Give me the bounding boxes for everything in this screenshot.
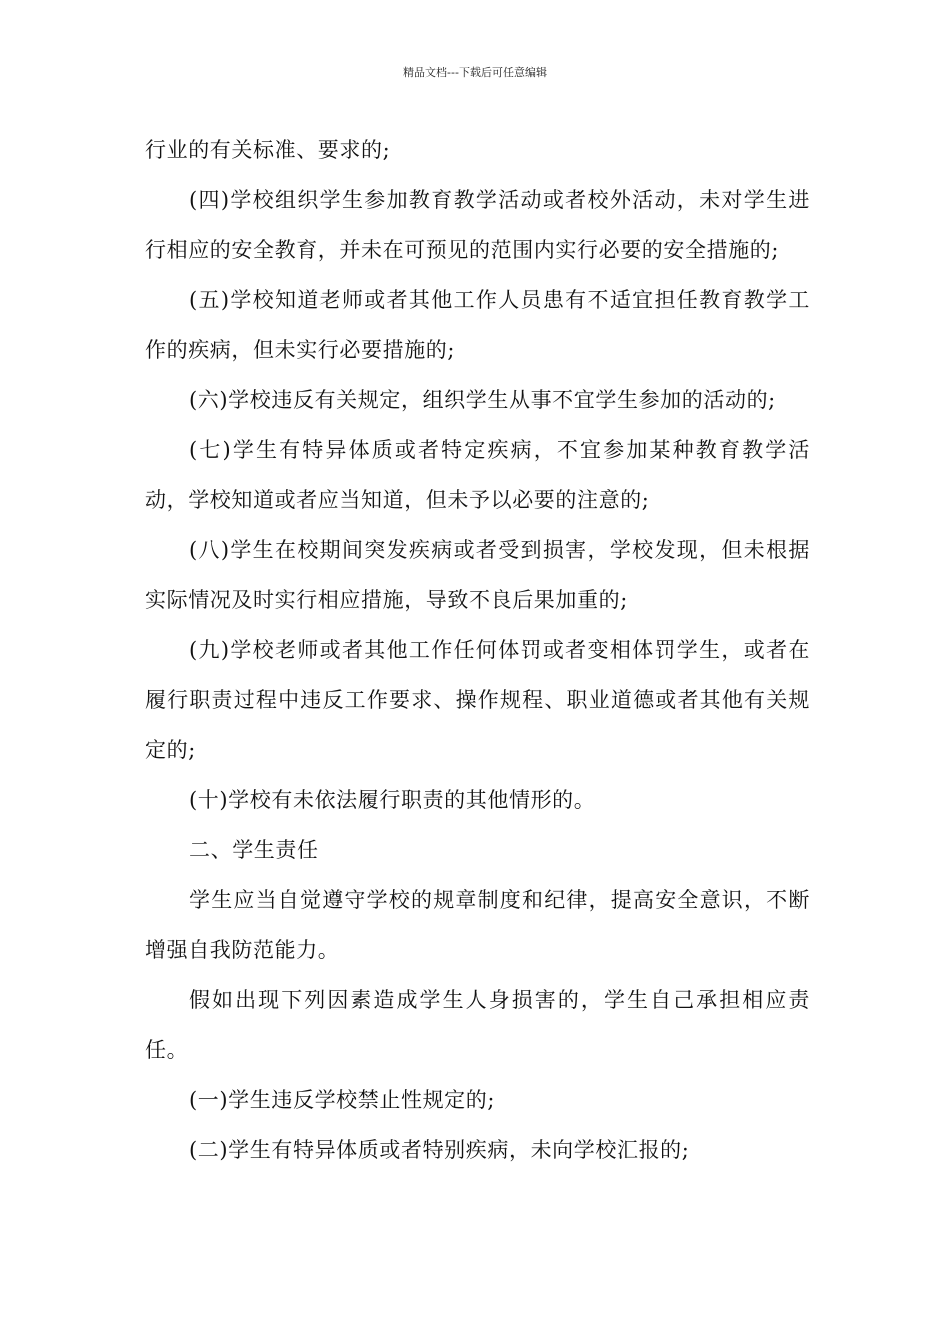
paragraph-item-5: (五)学校知道老师或者其他工作人员患有不适宜担任教育教学工作的疾病，但未实行必要措施的; [145,288,810,362]
paragraph-item-8: (八)学生在校期间突发疾病或者受到损害，学校发现，但未根据实际情况及时实行相应措施，导致不良后果加重的; [145,538,810,612]
paragraph-continuation: 行业的有关标准、要求的; [145,138,391,162]
paragraph-student-item-2: (二)学生有特异体质或者特别疾病，未向学校汇报的; [189,1138,690,1162]
paragraph-student-item-1: (一)学生违反学校禁止性规定的; [189,1088,496,1112]
paragraph-item-10: (十)学校有未依法履行职责的其他情形的。 [189,788,596,812]
paragraph-item-7: (七)学生有特异体质或者特定疾病，不宜参加某种教育教学活动，学校知道或者应当知道，但未予以必要的注意的; [145,438,810,512]
paragraph-item-6: (六)学校违反有关规定，组织学生从事不宜学生参加的活动的; [189,388,776,412]
document-body [145,125,810,1175]
page-header: 精品文档---下载后可任意编辑 [403,66,547,79]
section-heading-student-responsibility: 二、学生责任 [189,838,319,862]
paragraph-student-liability: 假如出现下列因素造成学生人身损害的，学生自己承担相应责任。 [145,988,810,1062]
paragraph-student-duty: 学生应当自觉遵守学校的规章制度和纪律，提高安全意识，不断增强自我防范能力。 [145,888,810,962]
paragraph-item-4: (四)学校组织学生参加教育教学活动或者校外活动，未对学生进行相应的安全教育，并未在可预见的范围内实行必要的安全措施的; [145,188,810,262]
paragraph-item-9: (九)学校老师或者其他工作任何体罚或者变相体罚学生，或者在履行职责过程中违反工作要求、操作规程、职业道德或者其他有关规定的; [145,638,810,762]
